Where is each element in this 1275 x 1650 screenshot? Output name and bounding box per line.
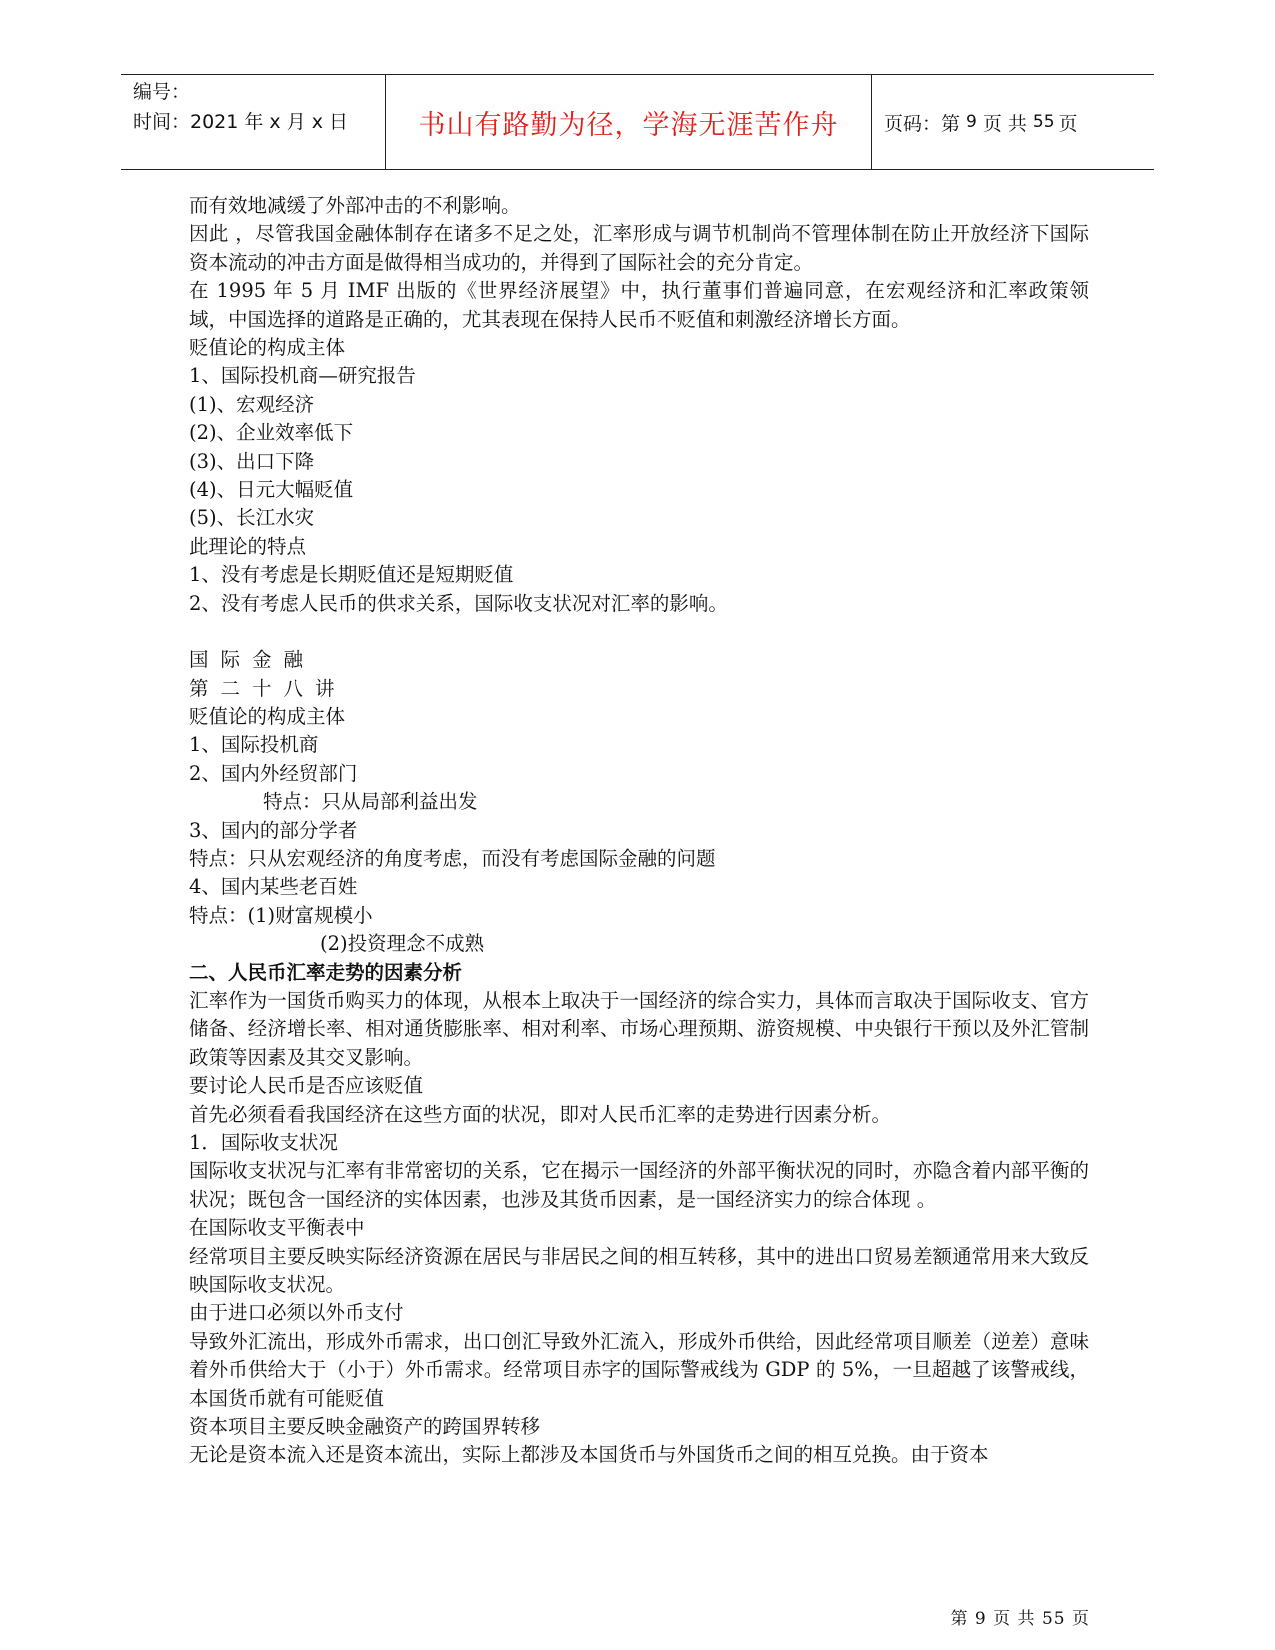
list-item: 4、国内某些老百姓 bbox=[189, 875, 358, 899]
list-item: 1、国际投机商—研究报告 bbox=[189, 364, 416, 388]
paragraph: 汇率作为一国货币购买力的体现，从根本上取决于一国经济的综合实力，具体而言取决于国际收支、官方储备、经济增长率、相对通货膨胀率、相对利率、市场心理预期、游资规模、中央银行干预以及外汇管制政策等因素及其交叉影响。 bbox=[189, 989, 1089, 1069]
page-end: 页 bbox=[1058, 112, 1078, 135]
page-mid: 页 共 bbox=[982, 112, 1027, 135]
list-item: (4)、日元大幅贬值 bbox=[189, 477, 354, 501]
paragraph-line: 在国际收支平衡表中 bbox=[189, 1216, 365, 1240]
list-item: 2、没有考虑人民币的供求关系，国际收支状况对汇率的影响。 bbox=[189, 591, 728, 615]
list-item: (1)、宏观经济 bbox=[189, 392, 315, 416]
document-header bbox=[121, 74, 1154, 170]
paragraph: 国际收支状况与汇率有非常密切的关系，它在揭示一国经济的外部平衡状况的同时，亦隐含着内部平衡的状况；既包含一国经济的实体因素，也涉及其货币因素，是一国经济实力的综合体现 。 bbox=[189, 1159, 1089, 1211]
paragraph: 经常项目主要反映实际经济资源在居民与非居民之间的相互转移，其中的进出口贸易差额通常用来大致反映国际收支状况。 bbox=[189, 1244, 1089, 1297]
number-label: 编号： bbox=[133, 81, 191, 103]
list-item: 1、国际投机商 bbox=[189, 733, 319, 757]
course-title: 国际金融 bbox=[189, 648, 316, 672]
lecture-title: 第二十八讲 bbox=[189, 676, 347, 700]
header-page-info bbox=[872, 75, 1154, 169]
paragraph-line: 由于进口必须以外币支付 bbox=[189, 1301, 404, 1325]
paragraph: 在 1995 年 5 月 IMF 出版的《世界经济展望》中，执行董事们普遍同意，在宏观经济和汇率政策领域，中国选择的道路是正确的，尤其表现在保持人民币不贬值和刺激经济增长方面。 bbox=[189, 279, 1089, 331]
section-title: 此理论的特点 bbox=[189, 534, 307, 558]
paragraph-line: 首先必须看看我国经济在这些方面的状况，即对人民币汇率的走势进行因素分析。 bbox=[189, 1102, 892, 1126]
paragraph-line: 无论是资本流入还是资本流出，实际上都涉及本国货币与外国货币之间的相互兑换。由于资本 bbox=[189, 1443, 989, 1467]
date-label: 时间：2021 年 x 月 x 日 bbox=[133, 111, 349, 133]
paragraph-line: 资本项目主要反映金融资产的跨国界转移 bbox=[189, 1415, 541, 1439]
list-item: 1、没有考虑是长期贬值还是短期贬值 bbox=[189, 563, 514, 587]
page-total: 55 bbox=[1032, 112, 1055, 132]
list-note: 特点：只从局部利益出发 bbox=[263, 790, 478, 814]
paragraph: 导致外汇流出，形成外币需求，出口创汇导致外汇流入，形成外币供给，因此经常项目顺差（逆差）意味着外币供给大于（小于）外币需求。经常项目赤字的国际警戒线为 GDP 的 5%，一旦超越了该警戒线，本国货币就有可能贬值 bbox=[189, 1329, 1089, 1410]
list-item: (5)、长江水灾 bbox=[189, 506, 315, 530]
page-number: 9 bbox=[966, 112, 977, 132]
paragraph-line: 而有效地减缓了外部冲击的不利影响。 bbox=[189, 194, 521, 217]
list-note: 特点：只从宏观经济的角度考虑，而没有考虑国际金融的问题 bbox=[189, 847, 716, 871]
header-motto-cell bbox=[385, 75, 872, 169]
paragraph-line: 要讨论人民币是否应该贬值 bbox=[189, 1074, 424, 1098]
list-item: 2、国内外经贸部门 bbox=[189, 761, 358, 785]
blank-line bbox=[189, 618, 1089, 646]
list-item: (3)、出口下降 bbox=[189, 449, 315, 473]
document-body bbox=[189, 192, 1089, 1470]
list-item: 3、国内的部分学者 bbox=[189, 818, 358, 842]
subsection-title: 1．国际收支状况 bbox=[189, 1131, 338, 1155]
header-meta bbox=[121, 75, 385, 169]
motto: 书山有路勤为径，学海无涯苦作舟 bbox=[418, 109, 839, 141]
section-title: 贬值论的构成主体 bbox=[189, 336, 346, 360]
paragraph: 因此 ，尽管我国金融体制存在诸多不足之处，汇率形成与调节机制尚不管理体制在防止开放经济下国际资本流动的冲击方面是做得相当成功的，并得到了国际社会的充分肯定。 bbox=[189, 222, 1089, 274]
list-note: (2)投资理念不成熟 bbox=[320, 932, 485, 956]
page-label: 页码：第 bbox=[884, 112, 961, 135]
page-footer: 第 9 页 共 55 页 bbox=[950, 1609, 1090, 1629]
list-item: (2)、企业效率低下 bbox=[189, 421, 354, 445]
section-heading: 二、人民币汇率走势的因素分析 bbox=[189, 960, 463, 984]
section-title: 贬值论的构成主体 bbox=[189, 705, 346, 729]
list-note: 特点：(1)财富规模小 bbox=[189, 903, 373, 927]
